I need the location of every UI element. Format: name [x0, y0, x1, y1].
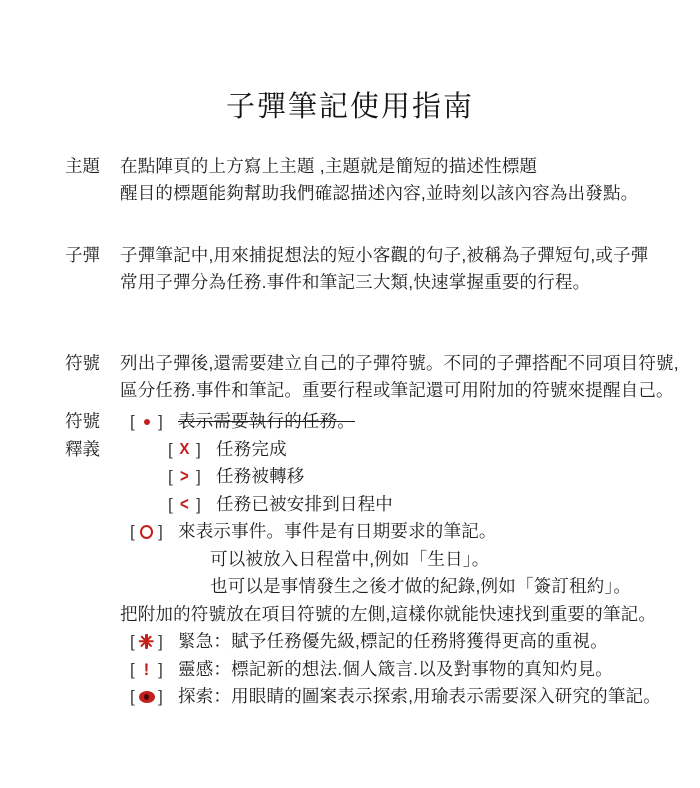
bracket-close: ]	[158, 522, 163, 542]
legend-text: 也可以是事情發生之後才做的紀錄,例如「簽訂租約」。	[210, 576, 632, 597]
section-symbol-body	[120, 350, 692, 404]
legend-text: 任務已被安排到日程中	[216, 493, 393, 514]
text-line: 列出子彈後,還需要建立自己的子彈符號。不同的子彈搭配不同項目符號,	[120, 353, 679, 373]
legend-text: 靈感：標記新的想法.個人箴言.以及對事物的真知灼見。	[178, 658, 613, 679]
section-symbol	[65, 350, 692, 404]
bracket-open: [	[168, 467, 173, 487]
section-symbol-legend	[65, 408, 692, 711]
bracket-close: ]	[158, 687, 163, 707]
inspiration-symbol	[130, 658, 163, 680]
explore-symbol	[130, 686, 163, 708]
legend-text: 把附加的符號放在項目符號的左側,這樣你就能快速找到重要的筆記。	[120, 603, 657, 624]
section-bullet	[65, 242, 692, 296]
legend-row-event	[120, 518, 692, 546]
legend-row-task-scheduled	[120, 491, 692, 519]
section-bullet-label: 子彈	[65, 245, 100, 265]
legend-row-task-done	[120, 436, 692, 464]
bracket-close: ]	[158, 632, 163, 652]
bracket-open: [	[130, 659, 135, 679]
bracket-open: [	[130, 522, 135, 542]
legend-text: 可以被放入日程當中,例如「生日」。	[210, 548, 490, 569]
legend-row-event-note2	[120, 573, 692, 601]
chevron-right-icon: >	[180, 466, 189, 488]
bracket-close: ]	[158, 659, 163, 679]
legend-label-line2: 釋義	[65, 438, 100, 459]
x-mark-icon: X	[179, 440, 190, 459]
legend-row-urgent	[120, 628, 692, 656]
text-line: 在點陣頁的上方寫上主題 ,主題就是簡短的描述性標題	[120, 156, 538, 176]
bracket-open: [	[130, 412, 135, 432]
bracket-open: [	[130, 687, 135, 707]
section-topic	[65, 153, 692, 207]
legend-row-task-migrated	[120, 463, 692, 491]
legend-text: 任務完成	[216, 438, 287, 459]
task-done-symbol	[168, 438, 201, 460]
legend-text: 表示需要執行的任務。	[178, 411, 355, 432]
section-symbol-label: 符號	[65, 353, 100, 373]
urgent-symbol	[130, 631, 163, 653]
legend-row-signifier-intro	[120, 601, 692, 629]
legend-row-event-note1	[120, 546, 692, 574]
exclamation-icon: !	[143, 659, 150, 679]
circle-icon	[140, 525, 153, 539]
section-topic-label: 主題	[65, 156, 100, 176]
legend-body	[120, 408, 692, 711]
legend-text: 緊急：賦予任務優先級,標記的任務將獲得更高的重視。	[178, 631, 608, 652]
eye-icon	[139, 691, 155, 703]
task-bullet-symbol	[130, 411, 163, 433]
section-bullet-body	[120, 242, 692, 296]
legend-row-task	[120, 408, 692, 436]
task-scheduled-symbol	[168, 493, 201, 515]
bracket-close: ]	[196, 467, 201, 487]
bracket-open: [	[168, 494, 173, 514]
bracket-open: [	[168, 439, 173, 459]
bracket-close: ]	[196, 494, 201, 514]
legend-text: 來表示事件。事件是有日期要求的筆記。	[178, 521, 497, 542]
text-line: 子彈筆記中,用來捕捉想法的短小客觀的句子,被稱為子彈短句,或子彈	[120, 245, 649, 265]
task-migrated-symbol	[168, 466, 201, 488]
bracket-close: ]	[196, 439, 201, 459]
text-line: 醒目的標題能夠幫助我們確認描述內容,並時刻以該內容為出發點。	[120, 183, 639, 203]
bracket-open: [	[130, 632, 135, 652]
bracket-close: ]	[158, 412, 163, 432]
legend-row-explore	[120, 683, 692, 711]
dot-icon	[144, 419, 150, 425]
text-line: 常用子彈分為任務.事件和筆記三大類,快速掌握重要的行程。	[120, 272, 591, 292]
chevron-left-icon: <	[180, 493, 189, 515]
legend-label	[65, 408, 120, 463]
asterisk-icon	[139, 634, 154, 649]
text-line: 區分任務.事件和筆記。重要行程或筆記還可用附加的符號來提醒自己。	[120, 380, 674, 400]
legend-text: 任務被轉移	[216, 466, 305, 487]
legend-text: 探索：用眼睛的圖案表示探索,用瑜表示需要深入研究的筆記。	[178, 686, 661, 707]
legend-row-inspiration	[120, 656, 692, 684]
legend-label-line1: 符號	[65, 411, 100, 431]
page-title: 子彈筆記使用指南	[225, 91, 474, 123]
section-topic-body	[120, 153, 692, 207]
event-symbol	[130, 521, 163, 543]
